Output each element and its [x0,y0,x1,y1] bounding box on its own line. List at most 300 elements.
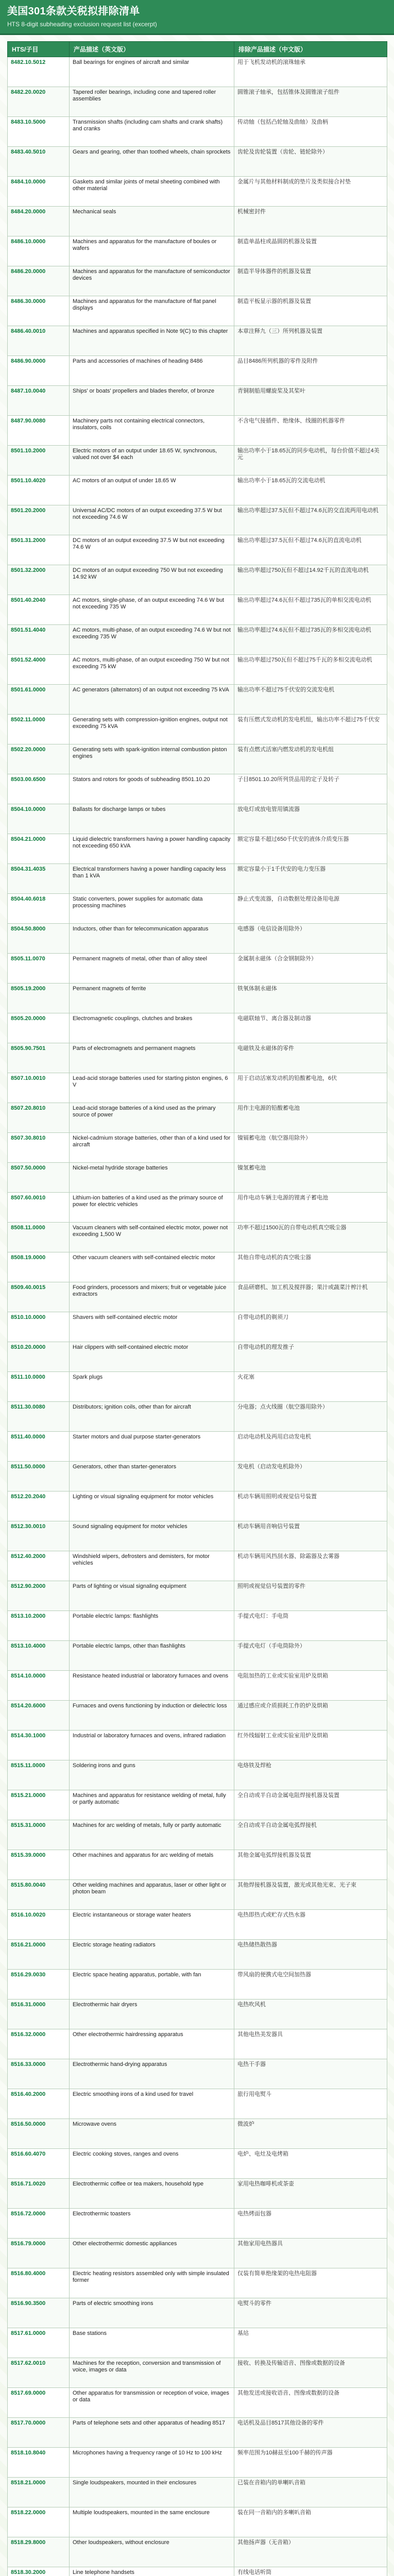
table-row [8,924,387,954]
table-row [8,685,387,715]
hs-code-cell: 8515.21.0000 [8,1790,70,1820]
hs-code-cell: 8516.29.0030 [8,1970,70,1999]
hs-code-cell: 8501.40.2040 [8,595,70,625]
hs-code-cell: 8516.32.0000 [8,2029,70,2059]
table-row [8,1671,387,1701]
description-en-cell: AC motors, single-phase, of an output exceeding 74.6 W but not exceeding 735 W [70,595,234,625]
hs-code-cell: 8515.11.0000 [8,1760,70,1790]
description-en-cell: Electrical transformers having a power handling capacity less than 1 kVA [70,864,234,894]
table-row [8,1043,387,1073]
hs-code-cell: 8512.30.0010 [8,1521,70,1551]
description-cn-cell: 分电器；点火线圈（航空器用除外） [234,1402,387,1432]
table-row [8,2448,387,2478]
exclusion-table [7,41,387,2576]
description-en-cell: AC motors, multi-phase, of an output exceeding 74.6 W but not exceeding 735 W [70,625,234,655]
table-row [8,1252,387,1282]
table-row [8,864,387,894]
description-en-cell: AC motors of an output of under 18.65 W [70,476,234,505]
table-row [8,2388,387,2418]
table-row [8,2298,387,2328]
header-description-en: 产品描述（英文版） [70,42,234,57]
table-row [8,1551,387,1581]
description-cn-cell: 已装在音箱内的单喇叭音箱 [234,2478,387,2507]
description-cn-cell: 电热干手器 [234,2059,387,2089]
hs-code-cell: 8487.10.0040 [8,386,70,416]
table-body [8,57,387,2576]
hs-code-cell: 8501.61.0000 [8,685,70,715]
table-row [8,595,387,625]
hs-code-cell: 8518.29.8000 [8,2537,70,2567]
table-row [8,296,387,326]
description-cn-cell: 用于启动活塞发动机的铅酸蓄电池，6伏 [234,1073,387,1103]
table-row [8,2567,387,2576]
description-en-cell: Gears and gearing, other than toothed wheels, chain sprockets [70,147,234,177]
description-en-cell: Lead-acid storage batteries used for starting piston engines, 6 V [70,1073,234,1103]
description-en-cell: Parts of lighting or visual signaling equipment [70,1581,234,1611]
description-cn-cell: 不含电气接插件、绝缘体、线圈的机器零件 [234,416,387,446]
description-en-cell: Electromagnetic couplings, clutches and brakes [70,1013,234,1043]
table-row [8,356,387,386]
description-cn-cell: 电热即热式或贮存式热水器 [234,1910,387,1940]
table-row [8,1342,387,1372]
hs-code-cell: 8504.40.6018 [8,894,70,924]
hs-code-cell: 8513.10.4000 [8,1641,70,1671]
hs-code-cell: 8516.71.0020 [8,2179,70,2209]
description-en-cell: Generating sets with spark-ignition internal combustion piston engines [70,744,234,774]
hs-code-cell: 8512.20.2040 [8,1492,70,1521]
description-cn-cell: 子目8501.10.20所列货品用的定子及转子 [234,774,387,804]
description-cn-cell: 仅装有简单绝缘架的电热电阻器 [234,2268,387,2298]
description-en-cell: Hair clippers with self-contained electric motor [70,1342,234,1372]
hs-code-cell: 8507.20.8010 [8,1103,70,1133]
description-cn-cell: 频率范围为10赫兹至100千赫的传声器 [234,2448,387,2478]
description-en-cell: Microwave ovens [70,2119,234,2149]
description-cn-cell: 输出功率小于18.65瓦的交流电动机 [234,476,387,505]
description-en-cell: Transmission shafts (including cam shafts and crank shafts) and cranks [70,117,234,147]
description-en-cell: Static converters, power supplies for automatic data processing machines [70,894,234,924]
description-cn-cell: 接收、转换及传输语音、图像或数据的设备 [234,2358,387,2388]
description-cn-cell: 齿轮及齿轮装置（齿轮、链轮除外） [234,147,387,177]
table-row [8,1372,387,1402]
description-cn-cell: 机械密封件 [234,207,387,236]
description-en-cell: Other electrothermic domestic appliances [70,2239,234,2268]
header-description-cn: 排除产品描述（中文版） [234,42,387,57]
description-en-cell: Machines for arc welding of metals, fully or partly automatic [70,1820,234,1850]
description-cn-cell: 输出功率超过750瓦但不超过14.92千瓦的直流电动机 [234,565,387,595]
table-row [8,2328,387,2358]
table-row [8,1581,387,1611]
description-en-cell: Portable electric lamps, other than flashlights [70,1641,234,1671]
table-row [8,177,387,207]
description-cn-cell: 自带电动机的理发推子 [234,1342,387,1372]
table-row [8,2179,387,2209]
table-row [8,1611,387,1641]
hs-code-cell: 8501.10.2000 [8,446,70,476]
description-en-cell: Machines and apparatus for the manufacture of boules or wafers [70,236,234,266]
description-cn-cell: 输出功率超过750瓦但不超过75千瓦的多相交流电动机 [234,655,387,685]
table-row [8,1223,387,1252]
description-en-cell: Stators and rotors for goods of subheading 8501.10.20 [70,774,234,804]
description-en-cell: Vacuum cleaners with self-contained electric motor, power not exceeding 1,500 W [70,1223,234,1252]
hs-code-cell: 8516.79.0000 [8,2239,70,2268]
description-en-cell: Parts of electric smoothing irons [70,2298,234,2328]
description-cn-cell: 红外线辐射工业或实验室用炉及烘箱 [234,1731,387,1760]
hs-code-cell: 8516.90.3500 [8,2298,70,2328]
description-cn-cell: 输出功率不超过75千伏安的交流发电机 [234,685,387,715]
table-row [8,1790,387,1820]
hs-code-cell: 8508.11.0000 [8,1223,70,1252]
table-row [8,87,387,117]
hs-code-cell: 8501.31.2000 [8,535,70,565]
description-cn-cell: 电烙铁及焊枪 [234,1760,387,1790]
table-row [8,2149,387,2179]
hs-code-cell: 8486.40.0010 [8,326,70,356]
description-en-cell: Distributors; ignition coils, other than for aircraft [70,1402,234,1432]
description-en-cell: Resistance heated industrial or laboratory furnaces and ovens [70,1671,234,1701]
description-en-cell: Line telephone handsets [70,2567,234,2576]
description-cn-cell: 其他发送或接收语音、图像或数据的设备 [234,2388,387,2418]
hs-code-cell: 8511.10.0000 [8,1372,70,1402]
description-en-cell: Gaskets and similar joints of metal sheeting combined with other material [70,177,234,207]
table-row [8,2059,387,2089]
hs-code-cell: 8518.10.8040 [8,2448,70,2478]
hs-code-cell: 8507.60.0010 [8,1193,70,1223]
hs-code-cell: 8518.22.0000 [8,2507,70,2537]
table-row [8,2268,387,2298]
description-cn-cell: 电热储热散热器 [234,1940,387,1970]
table-row [8,1013,387,1043]
hs-code-cell: 8483.10.5000 [8,117,70,147]
table-row [8,326,387,356]
description-en-cell: Electric space heating apparatus, portable, with fan [70,1970,234,1999]
description-cn-cell: 输出功率超过37.5瓦但不超过74.6瓦的直流电动机 [234,535,387,565]
table-row [8,1970,387,1999]
description-en-cell: Machines for the reception, conversion and transmission of voice, images or data [70,2358,234,2388]
table-row [8,1701,387,1731]
description-cn-cell: 传动轴（包括凸轮轴及曲轴）及曲柄 [234,117,387,147]
description-en-cell: Industrial or laboratory furnaces and ovens, infrared radiation [70,1731,234,1760]
description-cn-cell: 手提式电灯：手电筒 [234,1611,387,1641]
description-en-cell: Liquid dielectric transformers having a power handling capacity not exceeding 650 kVA [70,834,234,864]
hs-code-cell: 8505.90.7501 [8,1043,70,1073]
description-en-cell: Lighting or visual signaling equipment for motor vehicles [70,1492,234,1521]
description-en-cell: Furnaces and ovens functioning by induction or dielectric loss [70,1701,234,1731]
table-row [8,1133,387,1163]
description-cn-cell: 本章注释九（三）所列机器及装置 [234,326,387,356]
description-en-cell: Other machines and apparatus for arc welding of metals [70,1850,234,1880]
hs-code-cell: 8505.19.2000 [8,984,70,1013]
description-cn-cell: 品目8486所列机器的零件及附件 [234,356,387,386]
hs-code-cell: 8507.10.0010 [8,1073,70,1103]
description-en-cell: Machines and apparatus for the manufacture of semiconductor devices [70,266,234,296]
description-en-cell: Spark plugs [70,1372,234,1402]
hs-code-cell: 8502.20.0000 [8,744,70,774]
hs-code-cell: 8517.62.0010 [8,2358,70,2388]
description-en-cell: Shavers with self-contained electric motor [70,1312,234,1342]
description-en-cell: Mechanical seals [70,207,234,236]
hs-code-cell: 8509.40.0015 [8,1282,70,1312]
description-cn-cell: 金属片与其他材料制成的垫片及类似接合衬垫 [234,177,387,207]
hs-code-cell: 8501.32.2000 [8,565,70,595]
table-row [8,2358,387,2388]
table-row [8,446,387,476]
description-cn-cell: 装有压燃式发动机的发电机组，输出功率不超过75千伏安 [234,715,387,744]
description-cn-cell: 家用电热咖啡机或茶壶 [234,2179,387,2209]
description-cn-cell: 食品研磨机、加工机及搅拌器；果汁或蔬菜汁榨汁机 [234,1282,387,1312]
description-en-cell: Electrothermic toasters [70,2209,234,2239]
table-row [8,1492,387,1521]
description-cn-cell: 镍镉蓄电池（航空器用除外） [234,1133,387,1163]
hs-code-cell: 8501.52.4000 [8,655,70,685]
description-en-cell: Electric motors of an output under 18.65 W, synchronous, valued not over $4 each [70,446,234,476]
description-cn-cell: 输出功率超过37.5瓦但不超过74.6瓦的交直流两用电动机 [234,505,387,535]
table-row [8,2239,387,2268]
table-row [8,2089,387,2119]
description-cn-cell: 其他金属电弧焊接机器及装置 [234,1850,387,1880]
hs-code-cell: 8516.33.0000 [8,2059,70,2089]
description-en-cell: Machines and apparatus for resistance welding of metal, fully or partly automatic [70,1790,234,1820]
table-row [8,1850,387,1880]
table-row [8,804,387,834]
description-en-cell: Other welding machines and apparatus, laser or other light or photon beam [70,1880,234,1910]
table-row [8,655,387,685]
table-row [8,1103,387,1133]
hs-code-cell: 8504.31.4035 [8,864,70,894]
table-row [8,1312,387,1342]
description-en-cell: DC motors of an output exceeding 750 W but not exceeding 14.92 kW [70,565,234,595]
description-cn-cell: 放电灯或放电管用镇流器 [234,804,387,834]
description-cn-cell: 电热吹风机 [234,1999,387,2029]
description-cn-cell: 金属制永磁体（合金钢制除外） [234,954,387,984]
description-cn-cell: 电磁铁及永磁体的零件 [234,1043,387,1073]
table-row [8,2029,387,2059]
description-en-cell: Electric storage heating radiators [70,1940,234,1970]
table-row [8,2418,387,2448]
description-en-cell: Windshield wipers, defrosters and demisters, for motor vehicles [70,1551,234,1581]
table-row [8,565,387,595]
hs-code-cell: 8486.90.0000 [8,356,70,386]
document-header [0,0,394,35]
description-cn-cell: 其他家用电热器具 [234,2239,387,2268]
hs-code-cell: 8502.11.0000 [8,715,70,744]
description-en-cell: Starter motors and dual purpose starter-generators [70,1432,234,1462]
hs-code-cell: 8510.10.0000 [8,1312,70,1342]
description-en-cell: AC generators (alternators) of an output not exceeding 75 kVA [70,685,234,715]
hs-code-cell: 8511.40.0000 [8,1432,70,1462]
description-en-cell: Portable electric lamps: flashlights [70,1611,234,1641]
hs-code-cell: 8518.30.2000 [8,2567,70,2576]
description-cn-cell: 输出功率小于18.65瓦的同步电动机，每台价值不超过4美元 [234,446,387,476]
description-en-cell: DC motors of an output exceeding 37.5 W but not exceeding 74.6 W [70,535,234,565]
description-en-cell: Other electrothermic hairdressing apparatus [70,2029,234,2059]
description-cn-cell: 电熨斗的零件 [234,2298,387,2328]
description-en-cell: AC motors, multi-phase, of an output exceeding 750 W but not exceeding 75 kW [70,655,234,685]
table-row [8,476,387,505]
description-en-cell: Ships' or boats' propellers and blades therefor, of bronze [70,386,234,416]
table-row [8,1999,387,2029]
description-cn-cell: 基站 [234,2328,387,2358]
description-en-cell: Soldering irons and guns [70,1760,234,1790]
table-row [8,386,387,416]
description-cn-cell: 青铜制船用螺旋桨及其桨叶 [234,386,387,416]
description-cn-cell: 机动车辆用风挡刮水器、除霜器及去雾器 [234,1551,387,1581]
description-en-cell: Machines and apparatus specified in Note 9(C) to this chapter [70,326,234,356]
table-row [8,2119,387,2149]
hs-code-cell: 8507.30.8010 [8,1133,70,1163]
description-cn-cell: 启动电动机及两用启动发电机 [234,1432,387,1462]
description-en-cell: Machines and apparatus for the manufacture of flat panel displays [70,296,234,326]
description-cn-cell: 功率不超过1500瓦的自带电动机真空吸尘器 [234,1223,387,1252]
hs-code-cell: 8507.50.0000 [8,1163,70,1193]
table-row [8,834,387,864]
table-row [8,1193,387,1223]
hs-code-cell: 8517.61.0000 [8,2328,70,2358]
hs-code-cell: 8515.31.0000 [8,1820,70,1850]
hs-code-cell: 8513.10.2000 [8,1611,70,1641]
hs-code-cell: 8518.21.0000 [8,2478,70,2507]
table-row [8,1462,387,1492]
description-en-cell: Permanent magnets of metal, other than of alloy steel [70,954,234,984]
table-row [8,147,387,177]
description-en-cell: Microphones having a frequency range of 10 Hz to 100 kHz [70,2448,234,2478]
table-row [8,1760,387,1790]
hs-code-cell: 8511.30.0080 [8,1402,70,1432]
hs-code-cell: 8504.10.0000 [8,804,70,834]
description-cn-cell: 圆锥滚子轴承，包括锥体及圆锥滚子组件 [234,87,387,117]
description-cn-cell: 照明或视觉信号装置的零件 [234,1581,387,1611]
description-en-cell: Universal AC/DC motors of an output exceeding 37.5 W but not exceeding 74.6 W [70,505,234,535]
table-row [8,2507,387,2537]
description-cn-cell: 镍氢蓄电池 [234,1163,387,1193]
description-cn-cell: 输出功率超过74.6瓦但不超过735瓦的单相交流电动机 [234,595,387,625]
hs-code-cell: 8503.00.6500 [8,774,70,804]
description-en-cell: Electric instantaneous or storage water heaters [70,1910,234,1940]
description-en-cell: Parts and accessories of machines of heading 8486 [70,356,234,386]
hs-code-cell: 8516.72.0000 [8,2209,70,2239]
description-cn-cell: 带风扇的便携式电空间加热器 [234,1970,387,1999]
table-row [8,1940,387,1970]
description-cn-cell: 电热烤面包器 [234,2209,387,2239]
description-cn-cell: 装在同一音箱内的多喇叭音箱 [234,2507,387,2537]
description-cn-cell: 制造平板显示器的机器及装置 [234,296,387,326]
description-en-cell: Electric cooking stoves, ranges and ovens [70,2149,234,2179]
description-cn-cell: 通过感应或介质损耗工作的炉及烘箱 [234,1701,387,1731]
description-en-cell: Single loudspeakers, mounted in their enclosures [70,2478,234,2507]
description-cn-cell: 电话机及品目8517其他设备的零件 [234,2418,387,2448]
table-row [8,1163,387,1193]
description-cn-cell: 装有点燃式活塞内燃发动机的发电机组 [234,744,387,774]
table-row [8,715,387,744]
description-cn-cell: 电炉、电灶及电烤箱 [234,2149,387,2179]
description-cn-cell: 其他焊接机器及装置，激光或其他光束、光子束 [234,1880,387,1910]
document-subtitle: HTS 8-digit subheading exclusion request list (excerpt) [7,21,157,28]
table-row [8,1073,387,1103]
description-en-cell: Sound signaling equipment for motor vehicles [70,1521,234,1551]
hs-code-cell: 8504.21.0000 [8,834,70,864]
description-cn-cell: 机动车辆用照明或视觉信号装置 [234,1492,387,1521]
description-en-cell: Other apparatus for transmission or reception of voice, images or data [70,2388,234,2418]
hs-code-cell: 8514.20.6000 [8,1701,70,1731]
description-cn-cell: 火花塞 [234,1372,387,1402]
description-en-cell: Tapered roller bearings, including cone and tapered roller assemblies [70,87,234,117]
table-row [8,2537,387,2567]
hs-code-cell: 8484.10.0000 [8,177,70,207]
hs-code-cell: 8516.50.0000 [8,2119,70,2149]
description-cn-cell: 输出功率超过74.6瓦但不超过735瓦的多相交流电动机 [234,625,387,655]
table-row [8,1402,387,1432]
table-row [8,954,387,984]
description-cn-cell: 额定容量小于1千伏安的电力变压器 [234,864,387,894]
description-cn-cell: 机动车辆用音响信号装置 [234,1521,387,1551]
hs-code-cell: 8483.40.5010 [8,147,70,177]
hs-code-cell: 8517.69.0000 [8,2388,70,2418]
description-en-cell: Other vacuum cleaners with self-contained electric motor [70,1252,234,1282]
hs-code-cell: 8512.90.2000 [8,1581,70,1611]
table-row [8,2478,387,2507]
hs-code-cell: 8501.20.2000 [8,505,70,535]
description-en-cell: Machinery parts not containing electrical connectors, insulators, coils [70,416,234,446]
description-en-cell: Electric heating resistors assembled only with simple insulated former [70,2268,234,2298]
hs-code-cell: 8484.20.0000 [8,207,70,236]
table-row [8,774,387,804]
description-cn-cell: 其他扬声器（无音箱） [234,2537,387,2567]
hs-code-cell: 8516.40.2000 [8,2089,70,2119]
description-en-cell: Other loudspeakers, without enclosure [70,2537,234,2567]
table-row [8,2209,387,2239]
description-en-cell: Parts of telephone sets and other apparatus of heading 8517 [70,2418,234,2448]
description-en-cell: Base stations [70,2328,234,2358]
description-en-cell: Multiple loudspeakers, mounted in the same enclosure [70,2507,234,2537]
description-cn-cell: 静止式变流器，自动数据处理设备用电源 [234,894,387,924]
description-en-cell: Food grinders, processors and mixers; fruit or vegetable juice extractors [70,1282,234,1312]
table-row [8,984,387,1013]
hs-code-cell: 8486.10.0000 [8,236,70,266]
hs-code-cell: 8504.50.8000 [8,924,70,954]
table-row [8,266,387,296]
table-row [8,207,387,236]
table-header [8,42,387,57]
table-row [8,894,387,924]
description-en-cell: Lead-acid storage batteries of a kind used as the primary source of power [70,1103,234,1133]
hs-code-cell: 8516.10.0020 [8,1910,70,1940]
table-row [8,416,387,446]
header-hs-code: HTS/子目 [8,42,70,57]
hs-code-cell: 8501.10.4020 [8,476,70,505]
table-row [8,1521,387,1551]
description-cn-cell: 铁氧体制永磁体 [234,984,387,1013]
description-en-cell: Electrothermic coffee or tea makers, household type [70,2179,234,2209]
hs-code-cell: 8501.51.4040 [8,625,70,655]
hs-code-cell: 8516.31.0000 [8,1999,70,2029]
description-cn-cell: 其他自带电动机的真空吸尘器 [234,1252,387,1282]
hs-code-cell: 8514.10.0000 [8,1671,70,1701]
description-en-cell: Lithium-ion batteries of a kind used as the primary source of power for electric vehicles [70,1193,234,1223]
table-row [8,535,387,565]
hs-code-cell: 8486.20.0000 [8,266,70,296]
hs-code-cell: 8505.20.0000 [8,1013,70,1043]
description-en-cell: Permanent magnets of ferrite [70,984,234,1013]
hs-code-cell: 8505.11.0070 [8,954,70,984]
description-cn-cell: 其他电热美发器具 [234,2029,387,2059]
description-en-cell: Generators, other than starter-generators [70,1462,234,1492]
description-en-cell: Nickel-cadmium storage batteries, other than of a kind used for aircraft [70,1133,234,1163]
description-cn-cell: 电感器（电信设备用除外） [234,924,387,954]
hs-code-cell: 8482.20.0020 [8,87,70,117]
hs-code-cell: 8515.80.0040 [8,1880,70,1910]
hs-code-cell: 8486.30.0000 [8,296,70,326]
table-row [8,117,387,147]
table-row [8,236,387,266]
